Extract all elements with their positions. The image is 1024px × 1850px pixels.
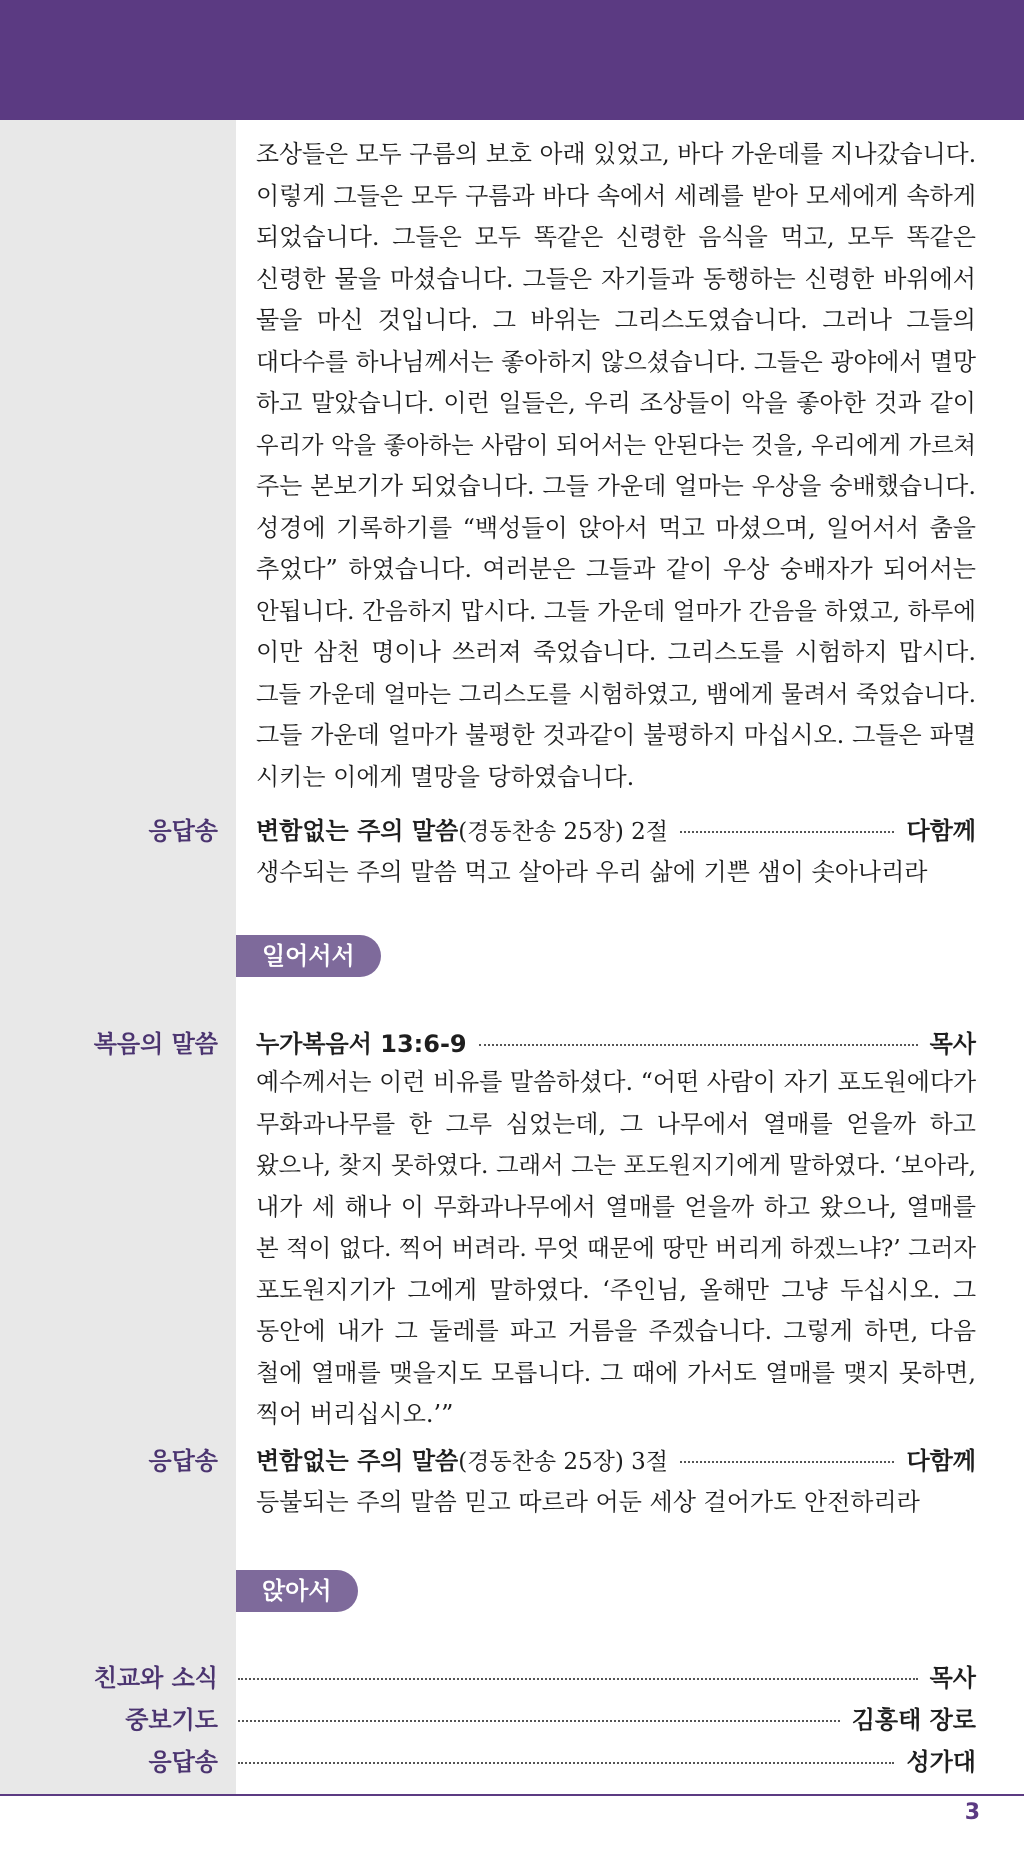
response-song-row: [256, 811, 976, 846]
dot-leader: [479, 1044, 918, 1046]
reading-line: 추었다” 하였습니다. 여러분은 그들과 같이 우상 숭배자가 되어서는: [256, 555, 976, 583]
response-song-label: 응답송: [148, 1447, 218, 1475]
fellowship-row: [236, 1658, 976, 1693]
reading-line: 이만 삼천 명이나 쓰러져 죽었습니다. 그리스도를 시험하지 맙시다.: [256, 638, 976, 666]
dot-leader: [238, 1720, 840, 1722]
gospel-line: 본 적이 없다. 찍어 버려라. 무엇 때문에 땅만 버리게 하겠느냐?’ 그러자: [256, 1234, 976, 1262]
reading-line: 물을 마신 것입니다. 그 바위는 그리스도였습니다. 그러나 그들의: [256, 306, 976, 334]
reading-line: 시키는 이에게 멸망을 당하였습니다.: [256, 762, 635, 791]
dot-leader: [238, 1678, 918, 1680]
reading-paragraph: [256, 134, 976, 798]
intercession-row: [236, 1700, 976, 1735]
hymn-lyric: 등불되는 주의 말씀 믿고 따르라 어둔 세상 걸어가도 안전하리라: [256, 1488, 920, 1516]
gospel-line: 무화과나무를 한 그루 심었는데, 그 나무에서 열매를 얻을까 하고: [256, 1109, 976, 1138]
performer: 다함께: [906, 1447, 976, 1475]
fellowship-label: 친교와 소식: [93, 1664, 218, 1692]
hymn-detail: (경동찬송 25장) 2절: [458, 819, 668, 845]
gospel-reference: 누가복음서 13:6-9: [256, 1030, 467, 1058]
left-margin-column: [0, 120, 236, 1794]
gospel-line: 왔으나, 찾지 못하였다. 그래서 그는 포도원지기에게 말하였다. ‘보아라,: [256, 1152, 976, 1179]
reading-line: 그들 가운데 얼마가 불평한 것과같이 불평하지 마십시오. 그들은 파멸: [256, 721, 976, 749]
hymn-lyric: 생수되는 주의 말씀 먹고 살아라 우리 삶에 기쁜 샘이 솟아나리라: [256, 858, 928, 886]
reading-line: 대다수를 하나님께서는 좋아하지 않으셨습니다. 그들은 광야에서 멸망: [256, 347, 976, 376]
choir-response-row: [236, 1742, 976, 1777]
section-sit-badge: 앉아서: [236, 1570, 358, 1612]
footer-rule: [0, 1794, 1024, 1796]
gospel-line: 내가 세 해나 이 무화과나무에서 열매를 얻을까 하고 왔으나, 열매를: [256, 1192, 976, 1221]
reading-line: 되었습니다. 그들은 모두 똑같은 신령한 음식을 먹고, 모두 똑같은: [256, 223, 976, 251]
hymn-detail: (경동찬송 25장) 3절: [458, 1449, 668, 1475]
gospel-row: [256, 1024, 976, 1059]
gospel-line: 동안에 내가 그 둘레를 파고 거름을 주겠습니다. 그렇게 하면, 다음: [256, 1317, 976, 1345]
hymn-title: 변함없는 주의 말씀: [256, 817, 459, 845]
fellowship-leader: 목사: [929, 1664, 976, 1692]
performer: 다함께: [906, 817, 976, 845]
dot-leader: [680, 831, 894, 833]
header-band: [0, 0, 1024, 120]
reading-line: 주는 본보기가 되었습니다. 그들 가운데 얼마는 우상을 숭배했습니다.: [256, 472, 976, 500]
response-song-label: 응답송: [148, 817, 218, 845]
intercession-label: 중보기도: [125, 1706, 218, 1734]
dot-leader: [680, 1461, 894, 1463]
reading-line: 신령한 물을 마셨습니다. 그들은 자기들과 동행하는 신령한 바위에서: [256, 264, 976, 293]
page-number: 3: [964, 1800, 980, 1825]
reader: 목사: [929, 1030, 976, 1058]
reading-line: 성경에 기록하기를 “백성들이 앉아서 먹고 마셨으며, 일어서서 춤을: [256, 513, 976, 542]
section-stand-badge: 일어서서: [236, 935, 381, 977]
choir: 성가대: [906, 1748, 976, 1776]
gospel-paragraph: [256, 1062, 976, 1436]
dot-leader: [238, 1762, 894, 1764]
reading-line: 하고 말았습니다. 이런 일들은, 우리 조상들이 악을 좋아한 것과 같이: [256, 389, 976, 417]
reading-line: 우리가 악을 좋아하는 사람이 되어서는 안된다는 것을, 우리에게 가르쳐: [256, 431, 976, 459]
gospel-line: 철에 열매를 맺을지도 모릅니다. 그 때에 가서도 열매를 맺지 못하면,: [256, 1358, 976, 1387]
response-song-row: [256, 1441, 976, 1476]
reading-line: 안됩니다. 간음하지 맙시다. 그들 가운데 얼마가 간음을 하였고, 하루에: [256, 596, 976, 625]
reading-line: 이렇게 그들은 모두 구름과 바다 속에서 세례를 받아 모세에게 속하게: [256, 181, 976, 210]
gospel-line: 포도원지기가 그에게 말하였다. ‘주인님, 올해만 그냥 두십시오. 그: [256, 1275, 976, 1304]
reading-line: 그들 가운데 얼마는 그리스도를 시험하였고, 뱀에게 물려서 죽었습니다.: [256, 680, 976, 708]
gospel-line: 예수께서는 이런 비유를 말씀하셨다. “어떤 사람이 자기 포도원에다가: [256, 1068, 977, 1096]
hymn-title: 변함없는 주의 말씀: [256, 1447, 459, 1475]
choir-response-label: 응답송: [148, 1748, 218, 1776]
reading-line: 조상들은 모두 구름의 보호 아래 있었고, 바다 가운데를 지나갔습니다.: [256, 140, 977, 168]
gospel-label: 복음의 말씀: [93, 1030, 218, 1058]
gospel-line: 찍어 버리십시오.’”: [256, 1400, 454, 1428]
intercession-leader: 김홍태 장로: [851, 1706, 976, 1734]
